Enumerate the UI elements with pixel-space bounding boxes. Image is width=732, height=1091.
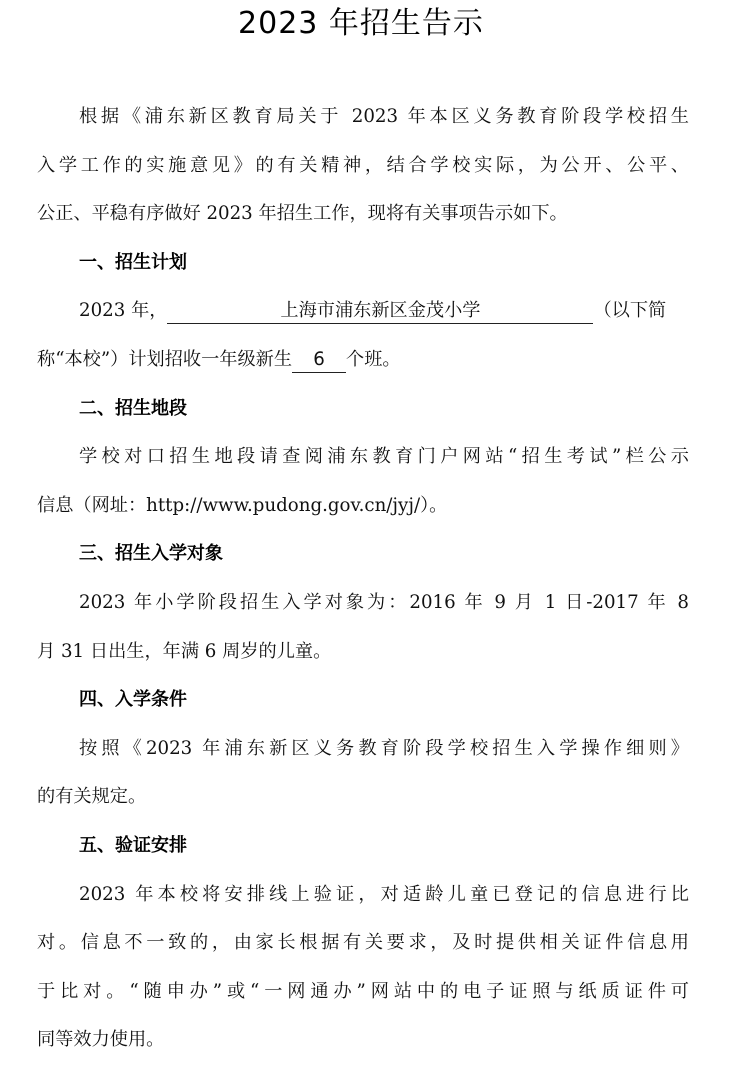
conditions-line-2: 的有关规定。 bbox=[37, 786, 147, 808]
plan-line-2-prefix: 称“本校”）计划招收一年级新生 bbox=[37, 348, 293, 370]
verification-line-2: 对。信息不一致的，由家长根据有关要求，及时提供相关证件信息用 bbox=[37, 932, 689, 954]
section-heading-plan: 一、招生计划 bbox=[79, 251, 187, 273]
district-line-2: 信息（网址：http://www.pudong.gov.cn/jyj/）。 bbox=[37, 494, 448, 516]
intro-line-3: 公正、平稳有序做好 2023 年招生工作，现将有关事项告示如下。 bbox=[37, 203, 568, 225]
district-line-1: 学校对口招生地段请查阅浦东教育门户网站“招生考试”栏公示 bbox=[79, 446, 689, 468]
conditions-line-1: 按照《2023 年浦东新区义务教育阶段学校招生入学操作细则》 bbox=[79, 737, 689, 759]
section-heading-conditions: 四、入学条件 bbox=[79, 689, 187, 711]
class-count-blank: 6 bbox=[292, 348, 346, 373]
verification-line-3: 于比对。“随申办”或“一网通办”网站中的电子证照与纸质证件可 bbox=[37, 980, 689, 1002]
intro-line-1: 根据《浦东新区教育局关于 2023 年本区义务教育阶段学校招生 bbox=[79, 106, 689, 127]
intro-line-2: 入学工作的实施意见》的有关精神，结合学校实际，为公开、公平、 bbox=[37, 154, 689, 176]
verification-line-1: 2023 年本校将安排线上验证，对适龄儿童已登记的信息进行比 bbox=[79, 883, 689, 905]
document-title: 2023 年招生告示 bbox=[238, 6, 484, 41]
eligibility-line-1: 2023 年小学阶段招生入学对象为：2016 年 9 月 1 日-2017 年 8 bbox=[79, 591, 689, 613]
section-heading-eligibility: 三、招生入学对象 bbox=[79, 543, 223, 565]
plan-line-2 bbox=[37, 336, 689, 385]
plan-line-1-suffix: （以下简 bbox=[593, 300, 667, 322]
plan-line-2-suffix: 个班。 bbox=[346, 348, 401, 370]
plan-year-prefix: 2023 年， bbox=[79, 300, 168, 322]
school-name-blank: 上海市浦东新区金茂小学 bbox=[167, 299, 593, 324]
eligibility-line-2: 月 31 日出生，年满 6 周岁的儿童。 bbox=[37, 640, 332, 662]
plan-line-1 bbox=[37, 287, 689, 336]
document-body bbox=[37, 93, 689, 1065]
section-heading-verification: 五、验证安排 bbox=[79, 834, 187, 856]
verification-line-4: 同等效力使用。 bbox=[37, 1029, 165, 1051]
section-heading-district: 二、招生地段 bbox=[79, 397, 187, 419]
